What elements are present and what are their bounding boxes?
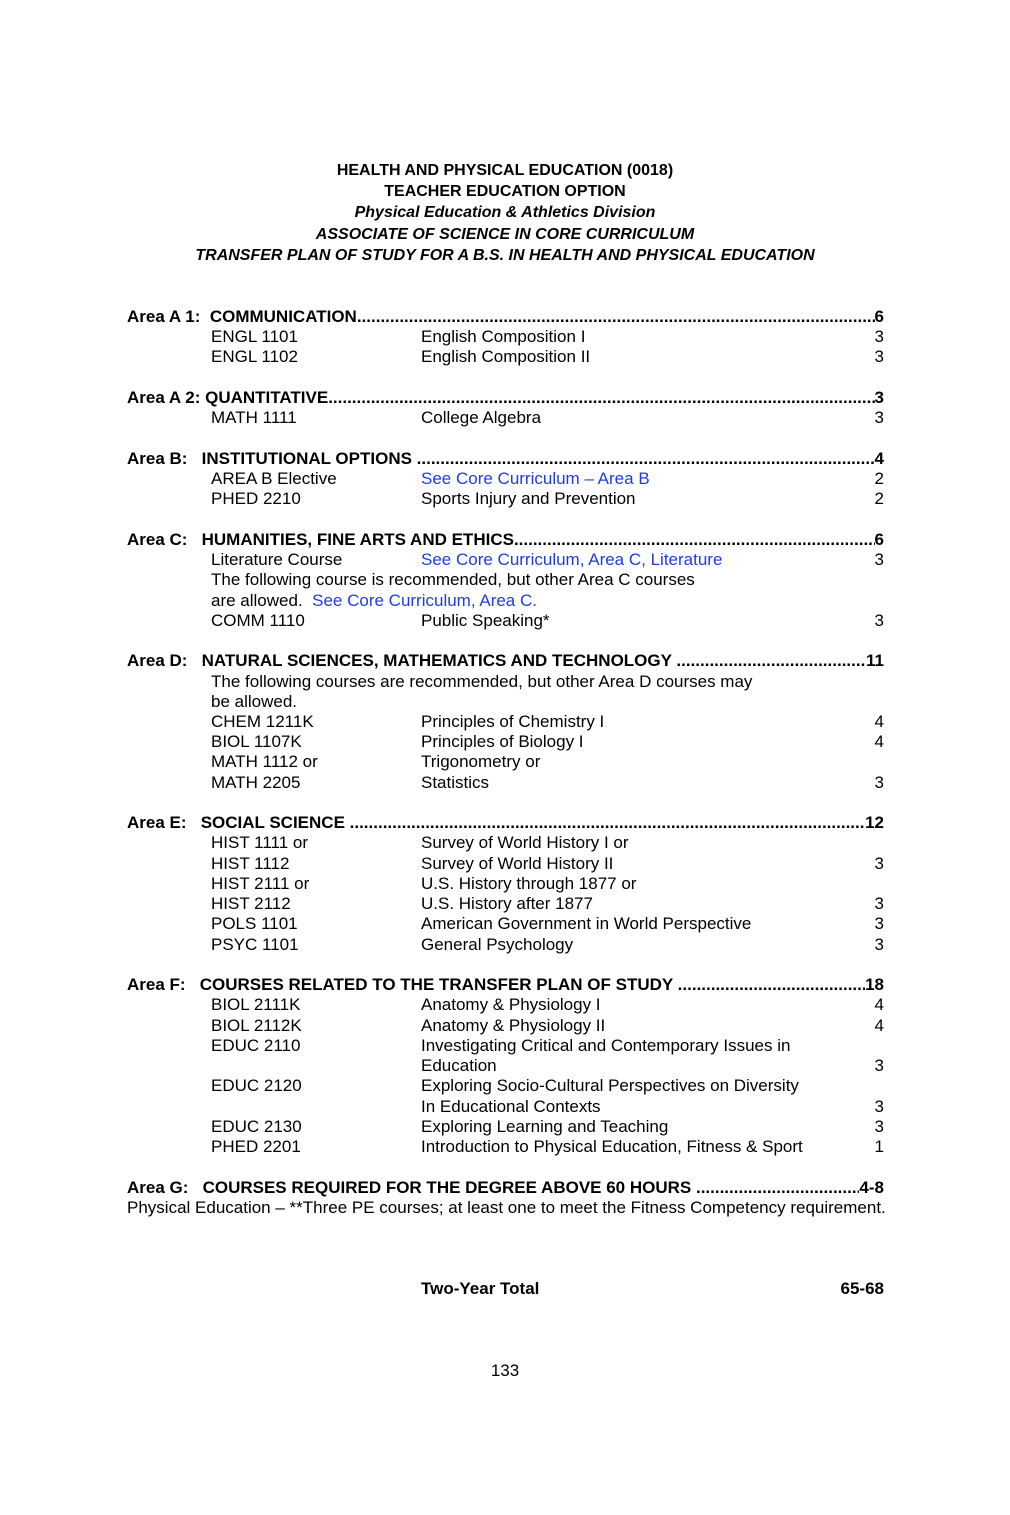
page-number: 133 bbox=[490, 1361, 520, 1380]
course-title: U.S. History through 1877 or bbox=[421, 874, 637, 893]
course-hours: 2 bbox=[874, 469, 884, 488]
course-code: MATH 1112 or bbox=[211, 752, 318, 771]
course-title: Public Speaking* bbox=[421, 611, 550, 630]
course-code: HIST 1111 or bbox=[211, 833, 309, 852]
course-code: HIST 1112 bbox=[211, 854, 290, 873]
course-code: ENGL 1101 bbox=[211, 327, 298, 346]
course-title: Exploring Socio-Cultural Perspectives on Diversity bbox=[421, 1076, 799, 1095]
course-hours: 3 bbox=[874, 1056, 884, 1075]
core-curriculum-link[interactable]: See Core Curriculum – Area B bbox=[421, 469, 650, 488]
course-code: MATH 2205 bbox=[211, 773, 301, 792]
area-label: Area A 2: QUANTITATIVE bbox=[127, 388, 329, 407]
area-label: Area F: COURSES RELATED TO THE TRANSFER PLAN OF STUDY bbox=[127, 975, 678, 994]
note-text: The following course is recommended, but other Area C courses bbox=[211, 570, 695, 589]
note-text: are allowed. bbox=[211, 591, 303, 610]
course-hours: 3 bbox=[874, 914, 884, 933]
course-hours: 4 bbox=[874, 995, 884, 1014]
course-code: CHEM 1211K bbox=[211, 712, 314, 731]
course-title: Introduction to Physical Education, Fitness & Sport bbox=[421, 1137, 803, 1156]
course-code: BIOL 1107K bbox=[211, 732, 302, 751]
course-hours: 1 bbox=[874, 1137, 884, 1156]
course-hours: 3 bbox=[874, 1097, 884, 1116]
course-title: Survey of World History I or bbox=[421, 833, 629, 852]
course-code: BIOL 2112K bbox=[211, 1016, 302, 1035]
area-f-heading bbox=[127, 975, 884, 995]
course-hours: 4 bbox=[874, 732, 884, 751]
area-b-heading bbox=[127, 449, 884, 469]
course-title: Anatomy & Physiology I bbox=[421, 995, 601, 1014]
area-label: Area C: HUMANITIES, FINE ARTS AND ETHICS bbox=[127, 530, 514, 549]
area-hours: 4 bbox=[874, 449, 884, 468]
course-code: PSYC 1101 bbox=[211, 935, 299, 954]
note-text: The following courses are recommended, but other Area D courses may bbox=[211, 672, 753, 691]
course-code: HIST 2112 bbox=[211, 894, 291, 913]
area-hours: 6 bbox=[874, 307, 884, 326]
course-code: PHED 2201 bbox=[211, 1137, 301, 1156]
area-label: Area B: INSTITUTIONAL OPTIONS bbox=[127, 449, 417, 468]
course-title: English Composition I bbox=[421, 327, 586, 346]
area-hours: 3 bbox=[874, 388, 884, 407]
area-c-heading bbox=[127, 530, 884, 550]
course-code: POLS 1101 bbox=[211, 914, 298, 933]
course-code: ENGL 1102 bbox=[211, 347, 298, 366]
course-hours: 3 bbox=[874, 773, 884, 792]
course-title: American Government in World Perspective bbox=[421, 914, 752, 933]
course-title: Sports Injury and Prevention bbox=[421, 489, 636, 508]
course-code: EDUC 2110 bbox=[211, 1036, 301, 1055]
area-hours: 12 bbox=[865, 813, 884, 832]
course-title: English Composition II bbox=[421, 347, 591, 366]
course-hours: 3 bbox=[874, 611, 884, 630]
course-hours: 3 bbox=[874, 550, 884, 569]
area-label: Area G: COURSES REQUIRED FOR THE DEGREE ABOVE 60 HOURS bbox=[127, 1178, 696, 1197]
core-curriculum-link[interactable]: See Core Curriculum, Area C. bbox=[312, 591, 537, 610]
course-title: Principles of Biology I bbox=[421, 732, 584, 751]
course-hours: 3 bbox=[874, 894, 884, 913]
course-hours: 3 bbox=[874, 854, 884, 873]
course-code: COMM 1110 bbox=[211, 611, 305, 630]
area-e-heading bbox=[127, 813, 884, 833]
area-hours: 6 bbox=[874, 530, 884, 549]
course-code: BIOL 2111K bbox=[211, 995, 301, 1014]
area-label: Area E: SOCIAL SCIENCE bbox=[127, 813, 350, 832]
header-line-2: TEACHER EDUCATION OPTION bbox=[384, 183, 626, 200]
course-hours: 3 bbox=[874, 408, 884, 427]
total-label: Two-Year Total bbox=[421, 1279, 540, 1298]
area-hours: 18 bbox=[865, 975, 884, 994]
course-title: U.S. History after 1877 bbox=[421, 894, 593, 913]
area-g-heading bbox=[127, 1178, 884, 1198]
course-title: Investigating Critical and Contemporary Issues in bbox=[421, 1036, 791, 1055]
course-title: Education bbox=[421, 1056, 497, 1075]
area-hours: 11 bbox=[866, 651, 884, 670]
course-code: Literature Course bbox=[211, 550, 343, 569]
header-line-4: ASSOCIATE OF SCIENCE IN CORE CURRICULUM bbox=[315, 226, 695, 243]
course-code: EDUC 2120 bbox=[211, 1076, 302, 1095]
course-hours: 2 bbox=[874, 489, 884, 508]
area-label: Area A 1: COMMUNICATION bbox=[127, 307, 357, 326]
header-line-5: TRANSFER PLAN OF STUDY FOR A B.S. IN HEALTH AND PHYSICAL EDUCATION bbox=[195, 247, 815, 264]
course-title: Anatomy & Physiology II bbox=[421, 1016, 606, 1035]
course-code: MATH 1111 bbox=[211, 408, 297, 427]
area-label: Area D: NATURAL SCIENCES, MATHEMATICS AND TECHNOLOGY bbox=[127, 651, 677, 670]
area-a1-heading bbox=[127, 307, 884, 327]
course-hours: 3 bbox=[874, 935, 884, 954]
core-curriculum-link[interactable]: See Core Curriculum, Area C, Literature bbox=[421, 550, 723, 569]
total-value: 65-68 bbox=[840, 1279, 884, 1298]
area-a2-heading bbox=[127, 388, 884, 408]
area-g-note: Physical Education – **Three PE courses; at least one to meet the Fitness Competency requirement. bbox=[127, 1198, 886, 1217]
course-title: Principles of Chemistry I bbox=[421, 712, 605, 731]
course-code: AREA B Elective bbox=[211, 469, 337, 488]
course-title: Trigonometry or bbox=[421, 752, 541, 771]
course-title: Exploring Learning and Teaching bbox=[421, 1117, 669, 1136]
course-hours: 4 bbox=[874, 712, 884, 731]
course-code: EDUC 2130 bbox=[211, 1117, 302, 1136]
note-text: be allowed. bbox=[211, 692, 298, 711]
course-title: Statistics bbox=[421, 773, 490, 792]
course-code: PHED 2210 bbox=[211, 489, 301, 508]
area-d-heading bbox=[127, 651, 884, 671]
course-code: HIST 2111 or bbox=[211, 874, 310, 893]
course-hours: 3 bbox=[874, 347, 884, 366]
course-hours: 4 bbox=[874, 1016, 884, 1035]
course-hours: 3 bbox=[874, 327, 884, 346]
course-hours: 3 bbox=[874, 1117, 884, 1136]
course-title: In Educational Contexts bbox=[421, 1097, 601, 1116]
area-hours: 4-8 bbox=[859, 1178, 884, 1197]
course-title: General Psychology bbox=[421, 935, 574, 954]
header-line-1: HEALTH AND PHYSICAL EDUCATION (0018) bbox=[336, 162, 674, 179]
header-line-3: Physical Education & Athletics Division bbox=[354, 204, 656, 221]
course-title: Survey of World History II bbox=[421, 854, 614, 873]
course-title: College Algebra bbox=[421, 408, 542, 427]
